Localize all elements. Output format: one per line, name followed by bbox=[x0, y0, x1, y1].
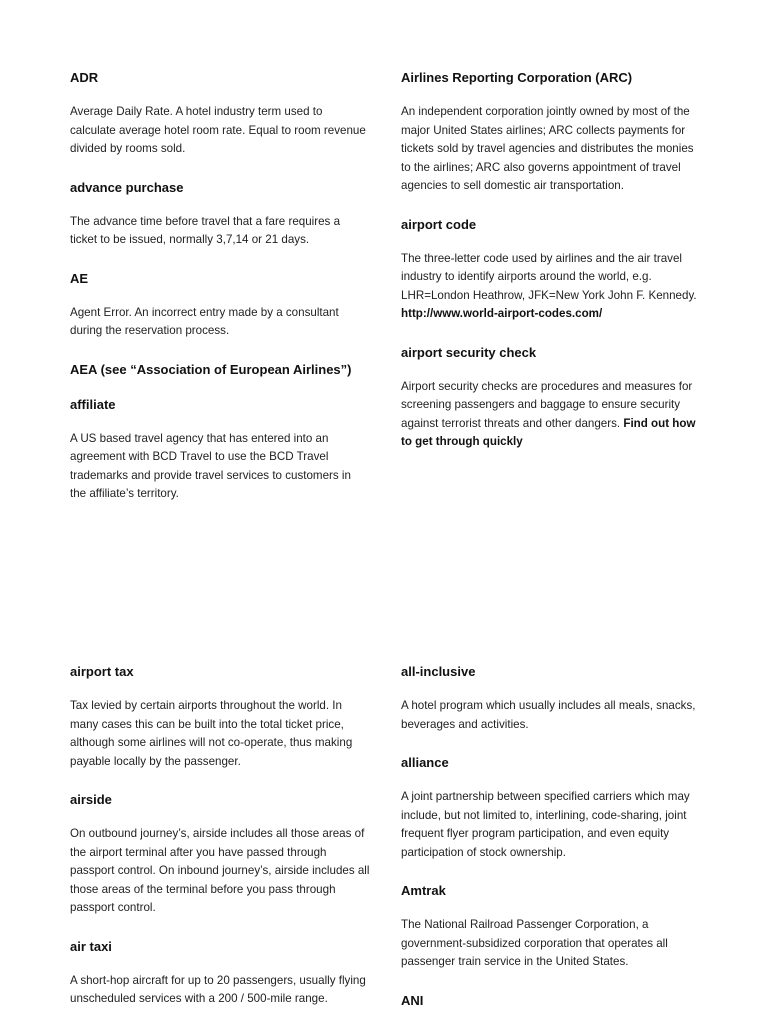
security-check-link[interactable]: Find out how to get through quickly bbox=[401, 416, 696, 448]
definition-airport-code bbox=[401, 250, 701, 324]
term-airport-tax: airport tax bbox=[70, 664, 134, 679]
term-adr: ADR bbox=[70, 70, 99, 85]
term-alliance: alliance bbox=[401, 755, 449, 770]
glossary-column-top-left bbox=[70, 69, 370, 504]
term-aea: AEA (see “Association of European Airlines”) bbox=[70, 361, 352, 377]
definition-airport-code-text: The three-letter code used by airlines and the air travel industry to identify airports around the world, e.g. LHR=London Heathrow, JFK=New York John F. Kennedy. bbox=[401, 251, 697, 302]
airport-codes-link[interactable]: http://www.world-airport-codes.com/ bbox=[401, 307, 603, 320]
term-ae: AE bbox=[70, 270, 89, 286]
term-all-inclusive: all-inclusive bbox=[401, 664, 476, 679]
term-airport-security-check: airport security check bbox=[401, 344, 537, 360]
term-ani: ANI bbox=[401, 992, 424, 1008]
definition-airside: On outbound journey’s, airside includes all those areas of the airport terminal after you have passed through passport control. On inbound journey’s, airside includes all those areas of the terminal before you pass through passport control. bbox=[70, 827, 370, 914]
glossary-column-top-right bbox=[401, 69, 701, 452]
term-airport-code: airport code bbox=[401, 216, 477, 232]
definition-airport-tax: Tax levied by certain airports throughout the world. In many cases this can be built into the total ticket price, although some airlines will not co-operate, thus making payable locally by the passenger. bbox=[70, 699, 353, 768]
term-affiliate: affiliate bbox=[70, 396, 116, 412]
term-air-taxi: air taxi bbox=[70, 938, 112, 954]
term-airside: airside bbox=[70, 792, 112, 807]
term-advance-purchase: advance purchase bbox=[70, 179, 184, 195]
term-arc: Airlines Reporting Corporation (ARC) bbox=[401, 70, 633, 85]
definition-air-taxi: A short-hop aircraft for up to 20 passengers, usually flying unscheduled services with a 200 / 500-mile range. bbox=[70, 973, 366, 1005]
glossary-column-bottom-left bbox=[70, 663, 370, 1009]
definition-amtrak: The National Railroad Passenger Corporation, a government-subsidized corporation that operates all passenger train service in the United States. bbox=[401, 918, 668, 968]
definition-airport-security-check bbox=[401, 378, 701, 452]
definition-airport-security-check-text: Airport security checks are procedures and measures for screening passengers and baggage to ensure security against terrorist threats and other dangers. bbox=[401, 379, 693, 430]
definition-ae: Agent Error. An incorrect entry made by a consultant during the reservation process. bbox=[70, 305, 339, 337]
definition-alliance: A joint partnership between specified carriers which may include, but not limited to, interlining, code-sharing, joint frequent flyer program participation, and even equity participation of stock ownership. bbox=[401, 790, 690, 859]
definition-all-inclusive: A hotel program which usually includes all meals, snacks, beverages and activities. bbox=[401, 699, 696, 731]
definition-adr: Average Daily Rate. A hotel industry term used to calculate average hotel room rate. Equal to room revenue divided by rooms sold. bbox=[70, 105, 366, 155]
definition-advance-purchase: The advance time before travel that a fare requires a ticket to be issued, normally 3,7,14 or 21 days. bbox=[70, 214, 341, 246]
definition-affiliate: A US based travel agency that has entered into an agreement with BCD Travel to use the BCD Travel trademarks and provide travel services to customers in the affiliate’s territory. bbox=[70, 431, 351, 500]
glossary-column-bottom-right bbox=[401, 663, 701, 1026]
term-amtrak: Amtrak bbox=[401, 883, 446, 898]
definition-arc: An independent corporation jointly owned by most of the major United States airlines; ARC collects payments for tickets sold by travel agencies and distributes the monies to the airlines; ARC also governs appointment of travel agencies to sell domestic air transportation. bbox=[401, 105, 694, 192]
